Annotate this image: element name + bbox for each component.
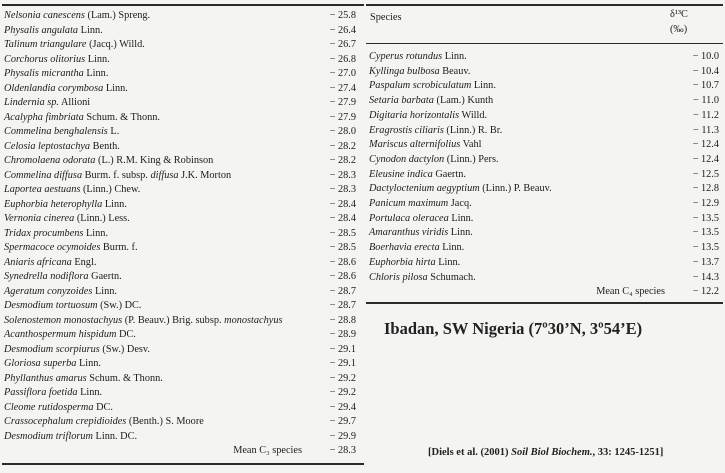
left-table-top-rule: [2, 4, 364, 6]
species-binomial: Portulaca oleracea: [369, 212, 449, 224]
species-authority: (Linn.) R. Br.: [443, 124, 503, 136]
right-table-bottom-rule: [366, 302, 723, 304]
delta-c13-value: − 28.7: [329, 300, 356, 311]
delta-c13-value: − 28.3: [329, 184, 356, 195]
species-column-header: Species: [370, 12, 402, 23]
species-binomial: Oldenlandia corymbosa: [4, 82, 104, 94]
species-name: [4, 298, 142, 313]
species-authority: Linn.: [103, 82, 128, 94]
species-binomial: Nelsonia canescens: [4, 10, 85, 21]
delta-c13-value: − 28.5: [329, 227, 356, 239]
species-name: [4, 371, 163, 386]
table-row: [369, 211, 721, 226]
table-row: [369, 64, 721, 79]
delta-c13-value: − 28.3: [329, 169, 356, 181]
mean-value: − 28.3: [329, 445, 356, 456]
table-row: [369, 108, 721, 123]
table-row: [4, 298, 358, 313]
table-row: [4, 95, 358, 110]
species-binomial: Eragrostis ciliaris: [369, 124, 444, 136]
species-name: [4, 52, 110, 67]
mean-row: [4, 443, 358, 458]
delta-c13-value: − 27.4: [329, 82, 356, 94]
species-authority: Engl.: [71, 256, 97, 268]
delta-c13-value: − 26.7: [329, 39, 356, 50]
species-authority: Beauv.: [439, 65, 471, 77]
table-row: [4, 211, 358, 226]
species-binomial: Dactyloctenium aegyptium: [369, 183, 480, 195]
species-binomial: Gloriosa superba: [4, 358, 77, 369]
left-table-bottom-rule: [2, 463, 364, 465]
delta-c13-value: − 11.3: [692, 124, 719, 136]
species-authority: Linn.: [83, 68, 109, 79]
species-name: [369, 78, 496, 93]
species-authority: Gaertn.: [88, 271, 122, 282]
species-authority: (Sw.) Desv.: [99, 343, 150, 355]
table-row: [4, 8, 358, 23]
species-binomial: Paspalum scrobiculatum: [369, 80, 472, 92]
delta-c13-value: − 14.3: [692, 271, 719, 283]
species-authority: Linn. DC.: [92, 430, 138, 442]
table-row: [369, 49, 721, 64]
species-name: [4, 139, 120, 154]
table-row: [369, 225, 721, 240]
table-row: [4, 23, 358, 38]
right-table-top-rule: [366, 4, 723, 6]
species-authority: Linn.: [76, 358, 101, 369]
table-row: [4, 255, 358, 270]
species-authority: Allioni: [58, 97, 91, 108]
species-authority: Linn.: [448, 212, 474, 224]
species-name: [369, 225, 473, 240]
table-row: [369, 255, 721, 270]
species-binomial: Digitaria horizontalis: [369, 109, 460, 121]
table-row: [4, 124, 358, 139]
delta-c13-value: − 13.7: [692, 256, 719, 268]
species-binomial: Setaria barbata: [369, 95, 434, 107]
species-authority: Linn.: [77, 387, 103, 398]
delta-c13-value: − 12.5: [692, 168, 719, 180]
species-name: [4, 414, 204, 429]
species-name: [4, 385, 102, 400]
species-name: [369, 240, 464, 255]
species-binomial: Commelina diffusa: [4, 169, 83, 181]
delta-c13-value: − 25.8: [329, 10, 356, 21]
species-name: [4, 226, 108, 241]
table-row: [4, 240, 358, 255]
species-name: [4, 269, 122, 284]
species-authority: Linn.: [471, 80, 496, 92]
subspecies-authority: J.K. Morton: [178, 169, 232, 181]
delta-c13-value: − 28.0: [329, 126, 356, 137]
delta-c13-value: − 28.6: [329, 271, 356, 282]
delta-c13-value: − 26.8: [329, 53, 356, 65]
species-binomial: Chloris pilosa: [369, 271, 428, 283]
species-binomial: Commelina benghalensis: [4, 126, 108, 137]
species-authority: Linn.: [102, 198, 127, 210]
subspecies-epithet: monostachyus: [224, 314, 283, 326]
delta-c13-value: − 28.2: [329, 140, 356, 152]
species-name: [369, 255, 460, 270]
species-name: [4, 153, 213, 168]
species-authority: Burm. f. subsp.: [82, 169, 151, 181]
table-row: [4, 139, 358, 154]
species-binomial: Crassocephalum crepidioides: [4, 416, 127, 427]
table-row: [369, 181, 721, 196]
species-authority: Linn.: [83, 227, 109, 239]
species-name: [369, 108, 487, 123]
delta-c13-value: − 10.0: [692, 51, 719, 62]
species-authority: (Jacq.) Willd.: [86, 39, 145, 50]
citation-journal: Soil Biol Biochem.: [511, 447, 593, 458]
species-binomial: Desmodium triflorum: [4, 430, 93, 442]
table-row: [4, 182, 358, 197]
species-binomial: Desmodium tortuosum: [4, 300, 98, 311]
delta-c13-value: − 13.5: [692, 242, 719, 254]
species-authority: Vahl: [460, 139, 482, 151]
species-binomial: Euphorbia heterophylla: [4, 198, 103, 210]
species-binomial: Cleome rutidosperma: [4, 401, 94, 413]
table-row: [4, 313, 358, 328]
delta-c13-value: − 27.9: [329, 111, 356, 123]
species-binomial: Corchorus olitorius: [4, 53, 86, 65]
species-binomial: Panicum maximum: [369, 198, 449, 209]
delta-c13-value: − 11.0: [692, 95, 719, 107]
species-name: [369, 167, 466, 182]
mean-label: Mean C₄ species: [596, 286, 665, 298]
species-authority: Jacq.: [448, 198, 472, 209]
species-binomial: Physalis angulata: [4, 24, 79, 36]
mean-label: Mean C₃ species: [233, 445, 302, 456]
species-name: [4, 342, 150, 357]
species-binomial: Acalypha fimbriata: [4, 111, 84, 123]
delta-c13-value: − 28.8: [329, 314, 356, 326]
c3-species-table: [4, 8, 358, 458]
table-row: [4, 429, 358, 444]
species-name: [369, 64, 470, 79]
table-row: [4, 81, 358, 96]
table-row: [4, 269, 358, 284]
table-row: [369, 93, 721, 108]
species-name: [4, 8, 150, 23]
species-name: [369, 93, 493, 108]
species-binomial: Vernonia cinerea: [4, 213, 75, 224]
species-name: [4, 66, 108, 81]
species-name: [4, 429, 137, 444]
table-row: [4, 371, 358, 386]
species-name: [4, 124, 119, 139]
species-name: [4, 356, 101, 371]
species-binomial: Synedrella nodiflora: [4, 271, 89, 282]
species-name: [4, 211, 130, 226]
species-authority: Schum. & Thonn.: [83, 111, 160, 123]
table-row: [369, 240, 721, 255]
species-name: [4, 110, 160, 125]
species-name: [4, 400, 113, 415]
delta-c13-value: − 28.6: [329, 256, 356, 268]
table-row: [4, 153, 358, 168]
table-row: [4, 52, 358, 67]
right-table-header-rule: [366, 43, 723, 44]
table-row: [4, 400, 358, 415]
delta-c13-value: − 13.5: [692, 212, 719, 224]
location-title: Ibadan, SW Nigeria (7º30’N, 3º54’E): [384, 319, 643, 338]
species-authority: Linn.: [448, 227, 473, 239]
species-authority: (Linn.) P. Beauv.: [479, 183, 552, 195]
species-name: [4, 95, 90, 110]
species-name: [369, 196, 472, 211]
species-authority: (Benth.) S. Moore: [126, 416, 204, 427]
species-binomial: Cynodon dactylon: [369, 153, 445, 165]
delta-c13-value: − 11.2: [692, 109, 719, 121]
delta-c13-value: − 12.4: [692, 139, 719, 151]
species-authority: Willd.: [459, 109, 488, 121]
table-row: [4, 66, 358, 81]
delta-c13-value: − 27.0: [329, 68, 356, 79]
delta-c13-value: − 10.4: [692, 65, 719, 77]
species-binomial: Laportea aestuans: [4, 184, 81, 195]
species-authority: Linn.: [439, 242, 465, 254]
table-row: [4, 197, 358, 212]
delta-c13-value: − 27.9: [329, 97, 356, 108]
table-row: [4, 385, 358, 400]
species-name: [4, 37, 145, 52]
mean-value: − 12.2: [692, 286, 719, 298]
table-row: [369, 137, 721, 152]
species-binomial: Lindernia sp.: [4, 97, 59, 108]
table-row: [4, 284, 358, 299]
table-row: [4, 37, 358, 52]
species-authority: (Lam.) Spreng.: [84, 10, 151, 21]
delta-c13-value: − 29.7: [329, 416, 356, 427]
delta-c13-value: − 12.4: [692, 153, 719, 165]
permil-unit-header: (‰): [670, 24, 688, 35]
species-name: [369, 123, 502, 138]
species-authority: Schum. & Thonn.: [86, 372, 163, 384]
delta-c13-value: − 26.4: [329, 24, 356, 36]
species-name: [4, 197, 127, 212]
species-authority: Schumach.: [427, 271, 476, 283]
delta-c13-value: − 28.9: [329, 329, 356, 340]
species-name: [369, 152, 499, 167]
table-row: [369, 123, 721, 138]
species-name: [369, 137, 482, 152]
species-binomial: Chromolaena odorata: [4, 155, 96, 166]
species-authority: (L.) R.M. King & Robinson: [95, 155, 214, 166]
species-binomial: Phyllanthus amarus: [4, 372, 87, 384]
species-authority: Linn.: [85, 53, 110, 65]
delta-c13-value: − 28.4: [329, 213, 356, 224]
species-binomial: Celosia leptostachya: [4, 140, 91, 152]
species-binomial: Kyllinga bulbosa: [369, 65, 440, 77]
table-row: [4, 226, 358, 241]
species-name: [369, 270, 476, 285]
species-name: [4, 313, 282, 328]
delta-c13-column-header: δ¹³C: [670, 9, 688, 20]
species-name: [4, 23, 103, 38]
species-authority: Gaertn.: [432, 168, 466, 180]
delta-c13-value: − 29.2: [329, 372, 356, 384]
table-row: [4, 356, 358, 371]
species-binomial: Physalis micrantha: [4, 68, 84, 79]
citation-suffix: , 33: 1245-1251]: [592, 447, 664, 458]
species-authority: Linn.: [78, 24, 103, 36]
c4-species-table: [369, 49, 721, 301]
species-authority: (Linn.) Chew.: [80, 184, 141, 195]
species-authority: Linn.: [92, 285, 117, 297]
species-name: [369, 49, 467, 64]
delta-c13-value: − 12.9: [692, 198, 719, 209]
species-binomial: Spermacoce ocymoides: [4, 242, 101, 253]
delta-c13-value: − 10.7: [692, 80, 719, 92]
subspecies-epithet: diffusa: [150, 169, 179, 181]
species-binomial: Passiflora foetida: [4, 387, 78, 398]
species-binomial: Acanthospermum hispidum: [4, 329, 117, 340]
species-authority: Burm. f.: [100, 242, 138, 253]
table-row: [369, 152, 721, 167]
species-name: [4, 327, 136, 342]
table-row: [369, 196, 721, 211]
species-name: [4, 81, 128, 96]
species-binomial: Euphorbia hirta: [369, 256, 436, 268]
species-authority: Linn.: [435, 256, 461, 268]
species-binomial: Ageratum conyzoides: [4, 285, 93, 297]
delta-c13-value: − 29.4: [329, 401, 356, 413]
species-binomial: Mariscus alternifolius: [369, 139, 461, 151]
species-authority: Benth.: [90, 140, 120, 152]
table-row: [4, 414, 358, 429]
species-authority: DC.: [116, 329, 136, 340]
table-row: [369, 78, 721, 93]
species-authority: (Lam.) Kunth: [433, 95, 494, 107]
species-name: [369, 181, 552, 196]
delta-c13-value: − 13.5: [692, 227, 719, 239]
species-authority: L.: [107, 126, 120, 137]
species-authority: (P. Beauv.) Brig. subsp.: [122, 314, 225, 326]
table-row: [4, 342, 358, 357]
species-binomial: Eleusine indica: [369, 168, 433, 180]
delta-c13-value: − 29.1: [329, 358, 356, 369]
species-binomial: Cyperus rotundus: [369, 51, 443, 62]
species-authority: Linn.: [442, 51, 467, 62]
species-name: [369, 211, 473, 226]
species-name: [4, 240, 138, 255]
species-authority: (Linn.) Pers.: [444, 153, 499, 165]
mean-row: [369, 284, 721, 299]
species-name: [4, 182, 140, 197]
species-authority: DC.: [93, 401, 113, 413]
species-binomial: Boerhavia erecta: [369, 242, 440, 254]
species-name: [4, 168, 231, 183]
delta-c13-value: − 28.2: [329, 155, 356, 166]
species-name: [4, 284, 117, 299]
species-binomial: Tridax procumbens: [4, 227, 84, 239]
citation: [428, 447, 663, 458]
delta-c13-value: − 29.9: [329, 430, 356, 442]
table-row: [369, 270, 721, 285]
delta-c13-value: − 29.2: [329, 387, 356, 398]
delta-c13-value: − 28.5: [329, 242, 356, 253]
delta-c13-value: − 28.4: [329, 198, 356, 210]
table-row: [4, 327, 358, 342]
species-binomial: Aniaris africana: [4, 256, 72, 268]
species-authority: (Sw.) DC.: [97, 300, 142, 311]
delta-c13-value: − 12.8: [692, 183, 719, 195]
species-binomial: Amaranthus viridis: [369, 227, 449, 239]
species-binomial: Solenostemon monostachyus: [4, 314, 123, 326]
species-binomial: Desmodium scorpiurus: [4, 343, 100, 355]
citation-prefix: [Diels et al. (2001): [428, 447, 512, 458]
species-binomial: Talinum triangulare: [4, 39, 87, 50]
table-row: [4, 110, 358, 125]
species-name: [4, 255, 96, 270]
species-authority: (Linn.) Less.: [74, 213, 130, 224]
delta-c13-value: − 28.7: [329, 285, 356, 297]
table-row: [369, 167, 721, 182]
table-row: [4, 168, 358, 183]
delta-c13-value: − 29.1: [329, 343, 356, 355]
